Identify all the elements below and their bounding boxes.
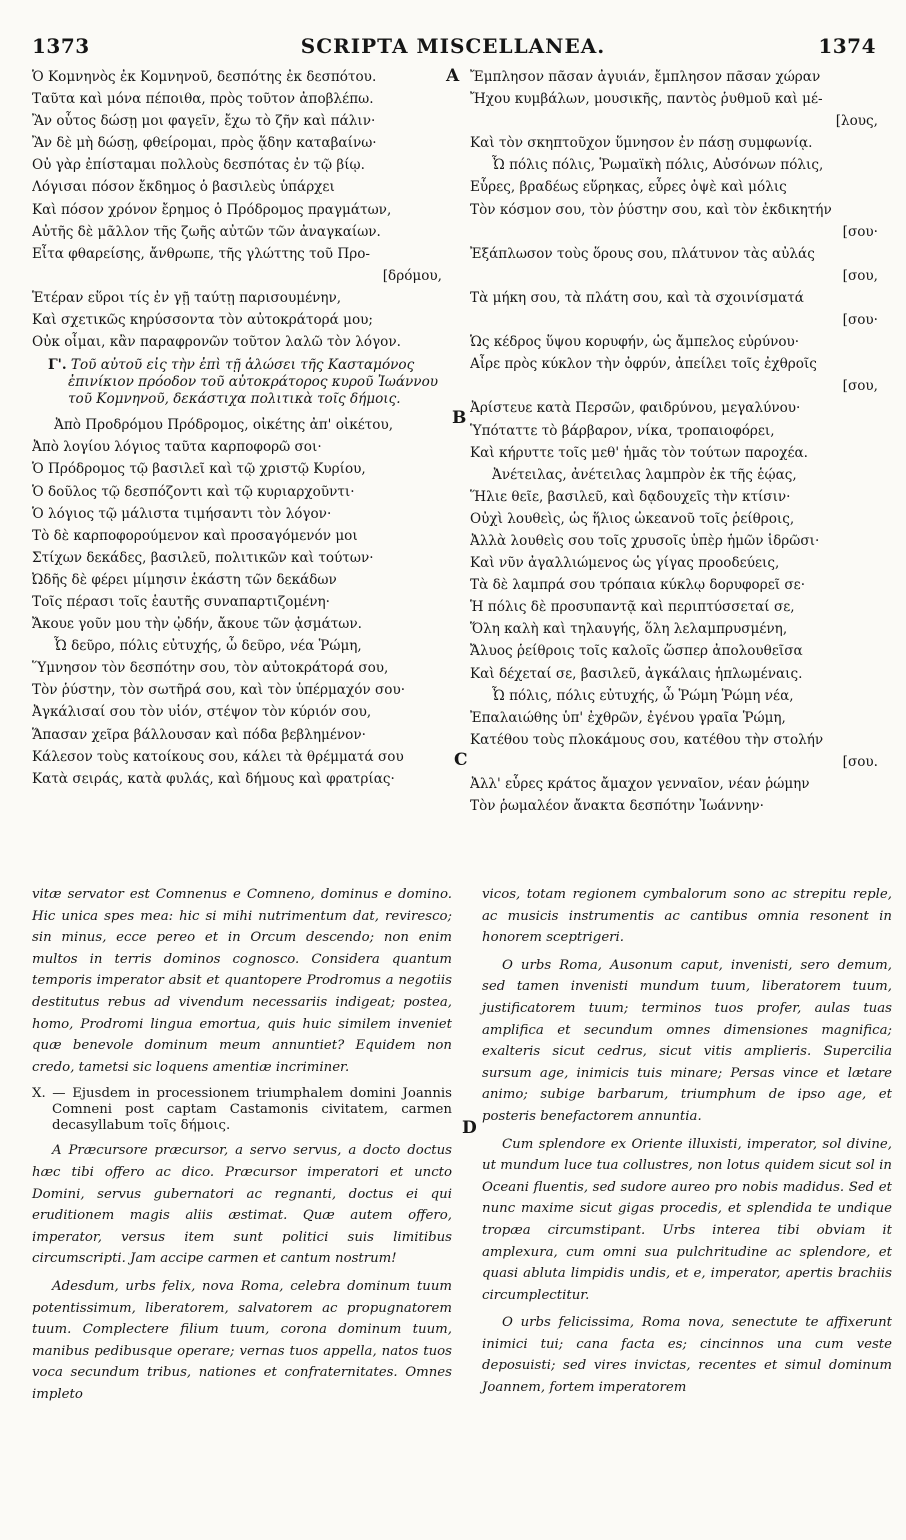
verse-line: Ἐξάπλωσον τοὺς ὅρους σου, πλάτυνον τὰς αὐλάς	[470, 245, 815, 262]
verse-line: Οὐκ οἶμαι, κἂν παραφρονῶν τοῦτον λαλῶ τὸν λόγον.	[32, 334, 401, 351]
verse-line: Ὅλη καλὴ καὶ τηλαυγής, ὅλη λελαμπρυσμένη,	[470, 621, 788, 638]
latin-column-left	[32, 884, 452, 1411]
page-number-left: 1373	[32, 34, 90, 58]
verse-line: Ἀπὸ Προδρόμου Πρόδρομος, οἰκέτης ἀπ' οἰκέτου,	[54, 417, 394, 434]
verse-line: Ἀρίστευε κατὰ Περσῶν, φαιδρύνου, μεγαλύνου·	[470, 400, 801, 417]
verse-line: Ὦ πόλις, πόλις εὐτυχής, ὦ Ῥώμη Ῥώμη νέα,	[492, 687, 794, 704]
verse-line: Καὶ νῦν ἀγαλλιώμενος ὡς γίγας προοδεύεις,	[470, 555, 780, 572]
verse-line: Εὗρες, βραδέως εὕρηκας, εὗρες ὀψὲ καὶ μόλις	[470, 179, 787, 196]
verse-continuation: [λους,	[835, 113, 878, 130]
verse-line: Αὐτῆς δὲ μᾶλλον τῆς ζωῆς αὐτῶν τῶν ἀναγκαίων.	[32, 223, 381, 240]
verse-line: Καὶ πόσον χρόνον ἔρημος ὁ Πρόδρομος πραγμάτων,	[32, 201, 392, 218]
margin-letter-a: A	[446, 66, 460, 86]
verse-continuation: [σου.	[842, 753, 878, 770]
verse-line: Στίχων δεκάδες, βασιλεῦ, πολιτικῶν καὶ τούτων·	[32, 549, 374, 566]
latin-paragraph: Adesdum, urbs felix, nova Roma, celebra dominum tuum potentissimum, liberatorem, salvatorem ac propugnatorem tuum. Complectere filium tuum, corona dominum tuum, manibus pedibusque operare; vernas tuos appella, natos tuos voca secundum tribus, nationes et confraternitates. Omnes impleto	[32, 1278, 452, 1402]
section-heading-text: Τοῦ αὐτοῦ εἰς τὴν ἐπὶ τῇ ἁλώσει τῆς Κασταμόνος ἐπινίκιον πρόοδον τοῦ αὐτοκράτορος κυροῦ Ἰωάννου τοῦ Κομνηνοῦ, δεκάστιχα πολιτικὰ τοῖς δήμοις.	[68, 357, 439, 408]
latin-column-right	[482, 884, 892, 1405]
margin-letter-d: D	[462, 1118, 477, 1138]
verse-line: Τὸν ῥύστην, τὸν σωτῆρά σου, καὶ τὸν ὑπέρμαχόν σου·	[32, 682, 406, 699]
verse-line: Ὁ Κομνηνὸς ἐκ Κομνηνοῦ, δεσπότης ἐκ δεσπότου.	[32, 69, 377, 85]
verse-line: Ἀνέτειλας, ἀνέτειλας λαμπρὸν ἐκ τῆς ἑῴας,	[492, 466, 797, 483]
section-rubric: X. — Ejusdem in processionem triumphalem domini Joannis Comneni post captam Castamonis civitatem, carmen decasyllabum τοῖς δήμοις.	[32, 1086, 452, 1134]
verse-line: Ὡς κέδρος ὕψου κορυφήν, ὡς ἄμπελος εὐρύνου·	[470, 334, 800, 351]
verse-line: Καὶ κήρυττε τοῖς μεθ' ἡμᾶς τὸν τούτων παροχέα.	[470, 444, 808, 461]
verse-line: Κατέθου τοὺς πλοκάμους σου, κατέθου τὴν στολήν	[470, 731, 824, 748]
verse-continuation: [σου,	[842, 378, 878, 395]
verse-line: Αἶρε πρὸς κύκλον τὴν ὀφρύν, ἀπείλει τοῖς ἐχθροῖς	[470, 356, 817, 373]
latin-paragraph: A Præcursore præcursor, a servo servus, a docto doctus hæc tibi offero ac dico. Præcursor imperatori et uncto Domini, servus gubernatori ac regnanti, doctus ei qui eruditionem magis aliis æstimat. Quæ autem offero, imperator, versus item sunt politici suis limitibus circumscripti. Jam accipe carmen et cantum nostrum!	[32, 1143, 452, 1267]
verse-line: Ἄλυος ῥείθροις τοῖς καλοῖς ὥσπερ ἀπολουθεῖσα	[470, 643, 803, 660]
verse-line: Οὐ γὰρ ἐπίσταμαι πολλοὺς δεσπότας ἐν τῷ βίῳ.	[32, 157, 365, 174]
verse-line: Ὦ δεῦρο, πόλις εὐτυχής, ὦ δεῦρο, νέα Ῥώμη,	[54, 638, 362, 655]
verse-line: Ὑπόταττε τὸ βάρβαρον, νίκα, τροπαιοφόρει,	[470, 422, 775, 439]
greek-column-right	[470, 66, 878, 817]
verse-line: Τὸν κόσμον σου, τὸν ῥύστην σου, καὶ τὸν ἐκδικητήν	[470, 201, 832, 218]
verse-line: Λόγισαι πόσον ἔκδημος ὁ βασιλεὺς ὑπάρχει	[32, 179, 335, 196]
verse-line: Ἑτέραν εὕροι τίς ἐν γῇ ταύτῃ παρισουμένην,	[32, 289, 342, 306]
verse-line: Ὁ Πρόδρομος τῷ βασιλεῖ καὶ τῷ χριστῷ Κυρίου,	[32, 461, 366, 478]
verse-line: Τὸν ῥωμαλέον ἄνακτα δεσπότην Ἰωάννην·	[470, 798, 764, 815]
verse-line: Ἅπασαν χεῖρα βάλλουσαν καὶ πόδα βεβλημένον·	[32, 726, 366, 743]
margin-letter-b: B	[452, 408, 467, 428]
section-heading	[32, 357, 442, 408]
running-title: SCRIPTA MISCELLANEA.	[300, 34, 606, 58]
verse-line: Ἐπαλαιώθης ὑπ' ἐχθρῶν, ἐγένου γραῖα Ῥώμη,	[470, 709, 786, 726]
verse-line: Ὕμνησον τὸν δεσπότην σου, τὸν αὐτοκράτορά σου,	[32, 660, 389, 677]
section-number: Γ'.	[48, 357, 67, 374]
verse-line: Τοῖς πέρασι τοῖς ἑαυτῆς συναπαρτιζομένη·	[32, 593, 331, 610]
verse-continuation: [σου,	[842, 267, 878, 284]
verse-continuation: [σου·	[842, 312, 878, 329]
latin-paragraph: Cum splendore ex Oriente illuxisti, imperator, sol divine, ut mundum luce tua collustres, non lotus quidem sicut sol in Oceani fluentis, sed sudore aureo pro nobis madidus. Sed et nunc maxime sicut gigas procedis, et splendida te undique tropæa circumstipant. Urbs interea tibi obviam it amplexura, cum omni sua pulchritudine ac splendore, et quasi abluta limpidis undis, et e, imperator, apertis brachiis circumplectitur.	[482, 1136, 892, 1303]
verse-line: Ἀλλ' εὗρες κράτος ἄμαχον γενναῖον, νέαν ῥώμην	[470, 776, 810, 792]
verse-continuation: [δρόμου,	[382, 267, 442, 284]
verse-line: Ὁ δοῦλος τῷ δεσπόζοντι καὶ τῷ κυριαρχοῦντι·	[32, 483, 355, 500]
verse-line: Τὰ δὲ λαμπρά σου τρόπαια κύκλῳ δορυφορεῖ σε·	[470, 577, 806, 594]
verse-line: Ἤχου κυμβάλων, μουσικῆς, παντὸς ῥυθμοῦ καὶ μέ-	[470, 91, 823, 108]
verse-line: Ἀγκάλισαί σου τὸν υἱόν, στέψον τὸν κύριόν σου,	[32, 704, 372, 721]
verse-line: Ὦ πόλις πόλις, Ῥωμαϊκὴ πόλις, Αὐσόνων πόλις,	[492, 157, 824, 174]
greek-column-left	[32, 66, 442, 790]
latin-paragraph: vitæ servator est Comnenus e Comneno, dominus e domino. Hic unica spes mea: hic si mihi nutrimentum dat, reviresco; sin minus, ecce pereo et in Orcum descendo; non enim multos in terris dominos cognosco. Considera quantum temporis imperator absit et quantopere Prodromus a negotiis destitutus rebus ad vivendum necessariis indigeat; postea, homo, Prodromi lingua emortua, quis huic similem inveniet quæ benevole dominum meum annuntiet? Equidem non credo, tametsi sic loquens amentiæ incriminer.	[32, 887, 452, 1075]
verse-line: Ἂν δὲ μὴ δώσῃ, φθείρομαι, πρὸς ᾅδην καταβαίνω·	[32, 135, 377, 152]
verse-line: Τὸ δὲ καρποφορούμενον καὶ προσαγόμενόν μοι	[32, 527, 358, 544]
verse-line: Εἶτα φθαρείσης, ἄνθρωπε, τῆς γλώττης τοῦ Προ-	[32, 245, 370, 262]
verse-line: Καὶ τὸν σκηπτοῦχον ὕμνησον ἐν πάσῃ συμφωνίᾳ.	[470, 135, 813, 152]
latin-paragraph: vicos, totam regionem cymbalorum sono ac strepitu reple, ac musicis instrumentis ac cantibus omnia resonent in honorem sceptrigeri.	[482, 887, 892, 946]
latin-paragraph: O urbs Roma, Ausonum caput, invenisti, sero demum, sed tamen invenisti mundum tuum, liberatorem tuum, justificatorem tuum; terminos tuos profer, aulas tuas amplifica et secundum omnes dimensiones magnifica; exalteris sicut cedrus, sicut vitis amplieris. Supercilia sursum age, inimicis tuis minare; Persas vince et lætare animo; subige barbarum, triumphum de ipso age, et posteris benefactorem annuntia.	[482, 957, 892, 1124]
verse-line: Ἀλλὰ λουθεὶς σου τοῖς χρυσοῖς ὑπὲρ ἡμῶν ἱδρῶσι·	[470, 532, 820, 549]
verse-line: Ἥλιε θεῖε, βασιλεῦ, καὶ δᾳδουχεῖς τὴν κτίσιν·	[470, 488, 791, 505]
verse-line: Ἄκουε γοῦν μου τὴν ᾠδήν, ἄκουε τῶν ᾀσμάτων.	[32, 616, 362, 633]
verse-line: Τὰ μήκη σου, τὰ πλάτη σου, καὶ τὰ σχοινίσματά	[470, 289, 804, 306]
verse-line: Καὶ σχετικῶς κηρύσσοντα τὸν αὐτοκράτορά μου;	[32, 312, 373, 329]
verse-line: Κάλεσον τοὺς κατοίκους σου, κάλει τὰ θρέμματά σου	[32, 748, 404, 765]
verse-line: Ὠδῆς δὲ φέρει μίμησιν ἑκάστη τῶν δεκάδων	[32, 571, 337, 588]
page-number-right: 1374	[818, 34, 876, 58]
verse-line: Ἡ πόλις δὲ προσυπαντᾷ καὶ περιπτύσσεταί σε,	[470, 599, 795, 616]
verse-line: Ἂν οὗτος δώσῃ μοι φαγεῖν, ἔχω τὸ ζῆν καὶ πάλιν·	[32, 113, 376, 130]
verse-line: Ἀπὸ λογίου λόγιος ταῦτα καρποφορῶ σοι·	[32, 439, 322, 456]
margin-letter-c: C	[454, 750, 468, 770]
verse-line: Ἔμπλησον πᾶσαν ἀγυιάν, ἔμπλησον πᾶσαν χώραν	[470, 69, 821, 85]
verse-continuation: [σου·	[842, 223, 878, 240]
latin-paragraph: O urbs felicissima, Roma nova, senectute te affixerunt inimici tui; cana facta es; cincinnos una cum veste deposuisti; sed vires invictas, recentes et simul dominum Joannem, fortem imperatorem	[482, 1315, 892, 1396]
verse-line: Οὐχὶ λουθεὶς, ὡς ἥλιος ὠκεανοῦ τοῖς ῥείθροις,	[470, 510, 795, 527]
verse-line: Καὶ δέχεταί σε, βασιλεῦ, ἀγκάλαις ἡπλωμέναις.	[470, 665, 803, 682]
verse-line: Κατὰ σειράς, κατὰ φυλάς, καὶ δήμους καὶ φρατρίας·	[32, 770, 395, 787]
verse-line: Ταῦτα καὶ μόνα πέποιθα, πρὸς τοῦτον ἀποβλέπω.	[32, 91, 374, 108]
verse-line: Ὁ λόγιος τῷ μάλιστα τιμήσαντι τὸν λόγον·	[32, 505, 332, 522]
